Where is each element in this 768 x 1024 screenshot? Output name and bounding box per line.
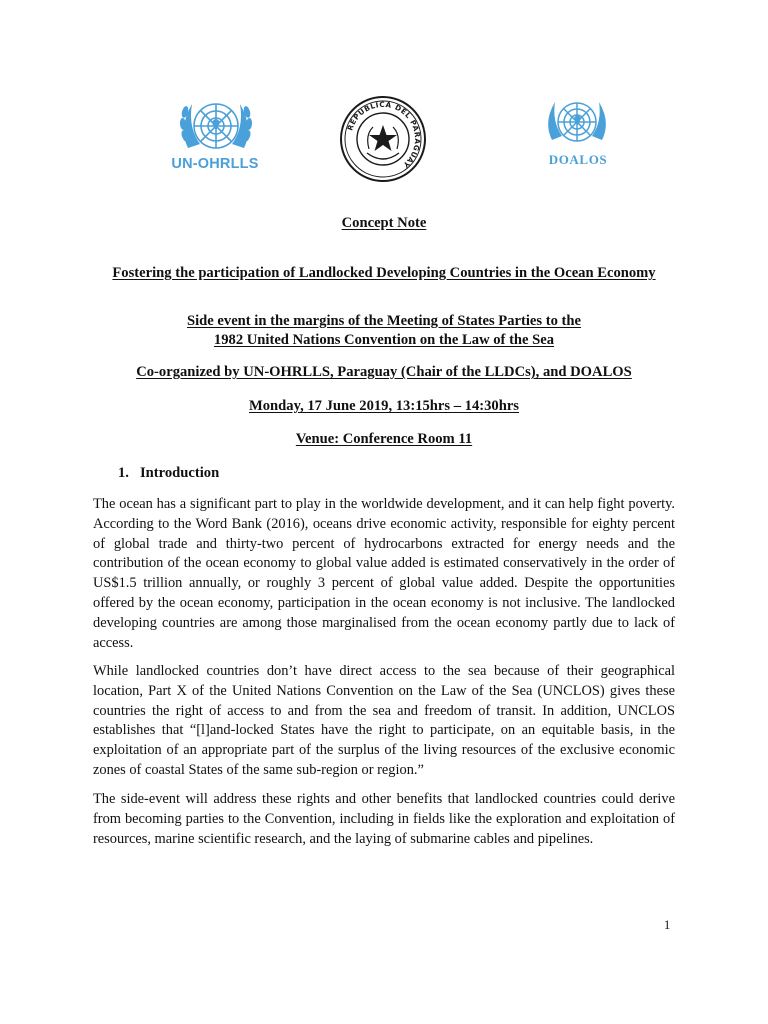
concept-note-heading: Concept Note [341,215,427,231]
doalos-caption: DOALOS [548,152,608,167]
paragraph-2: While landlocked countries don’t have direct access to the sea because of their geographical location, Part X of the United Nations Convention on the Law of the Sea (UNCLOS) gives these countries the right of access to and from the sea and freedom of transit. In addition, UNCLOS establishes that “[l]and-locked States have the right to participate, on an equitable basis, in the exploitation of an appropriate part of the surplus of the living resources of the exclusive economic zones of coastal States of the same sub-region or region.” [93,663,675,778]
un-ohrlls-caption: UN-OHRLLS [171,156,259,172]
event-date-time: Monday, 17 June 2019, 13:15hrs – 14:30hrs [248,398,519,414]
paragraph-3: The side-event will address these rights and other benefits that landlocked countries could derive from becoming parties to the Convention, including in fields like the exploration and exploitation of resources, marine scientific research, and the laying of submarine cables and pipelines. [93,791,675,847]
page-number: 1 [664,918,671,932]
section-title: Introduction [140,465,220,481]
side-event-line-2: 1982 United Nations Convention on the Law of the Sea [213,332,555,348]
section-number: 1. [118,465,129,481]
side-event-line-1: Side event in the margins of the Meeting of States Parties to the [187,313,581,329]
document-title: Fostering the participation of Landlocked Developing Countries in the Ocean Economy [112,265,656,281]
co-organizers-line: Co-organized by UN-OHRLLS, Paraguay (Chair of the LLDCs), and DOALOS [136,364,632,380]
section-heading-introduction [118,465,219,482]
paraguay-seal-icon [339,95,427,183]
svg-text:REPUBLICA DEL PARAGUAY: REPUBLICA DEL PARAGUAY [345,99,423,170]
paragraph-1: The ocean has a significant part to play in the worldwide development, and it can help fight poverty. According to the Word Bank (2016), oceans drive economic activity, responsible for eighty percent of global trade and thirty-two percent of hydrocarbons extracted for energy needs and the contribution of the ocean economy to global value added is estimated conservatively in the order of US$1.5 trillion annually, or roughly 3 percent of global value added. Despite the opportunities offered by the ocean economy, participation in the ocean economy is not inclusive. The landlocked developing countries are among those marginalised from the ocean economy partly due to lack of access. [93,496,675,651]
event-venue: Venue: Conference Room 11 [295,431,473,447]
